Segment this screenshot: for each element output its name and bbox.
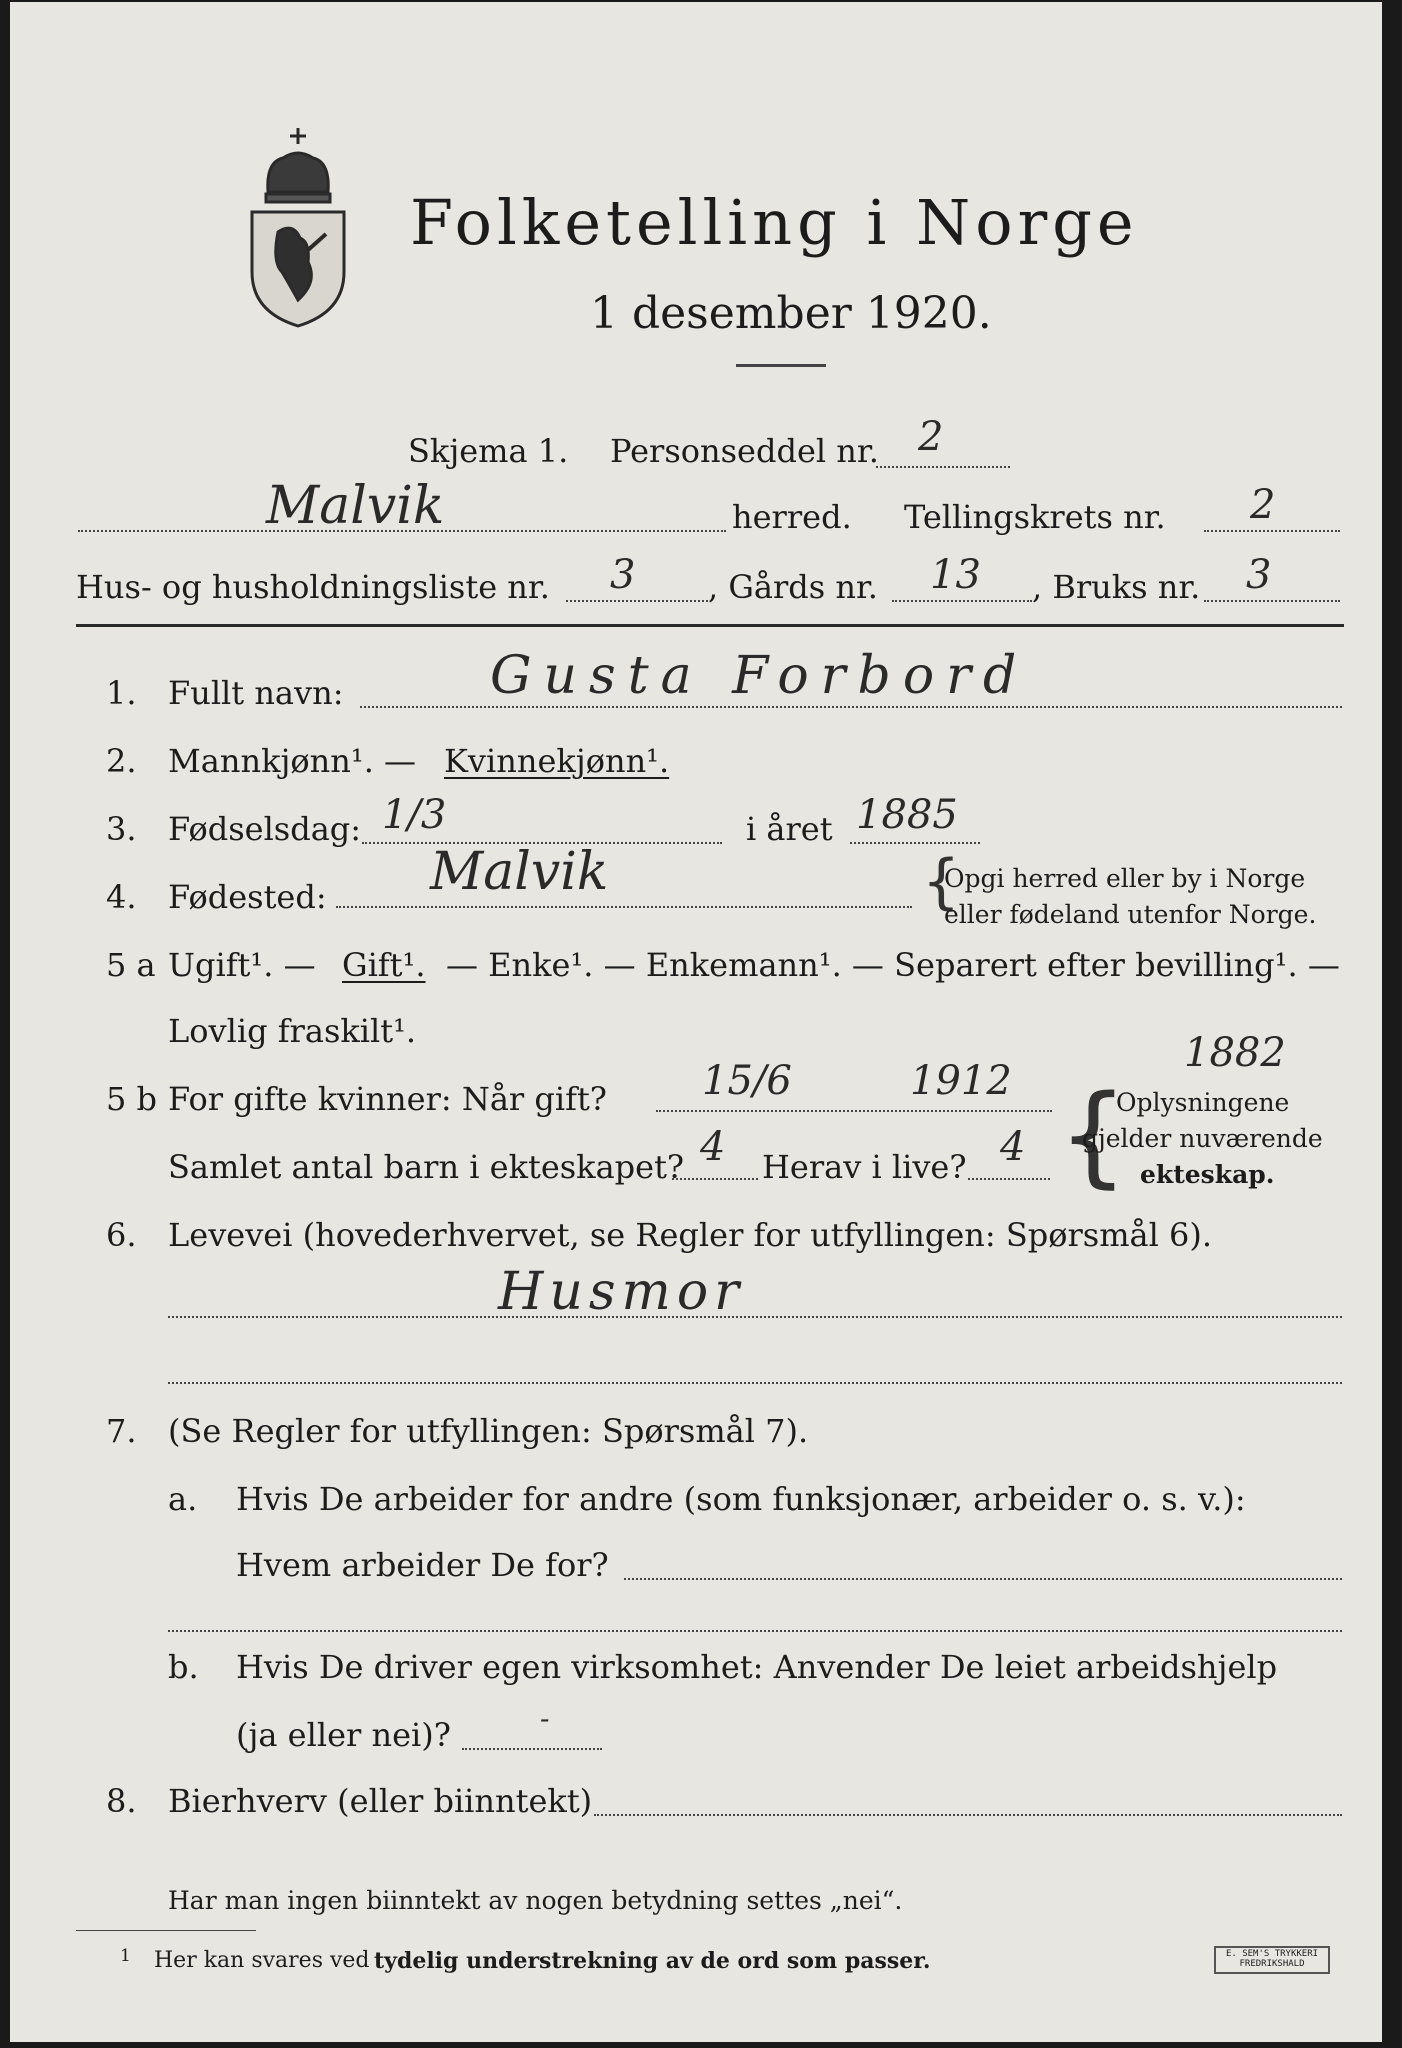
birth-year-value[interactable]: 1885 <box>856 792 958 838</box>
skjema-label: Skjema 1. <box>408 432 569 470</box>
q4-note-line2: eller fødeland utenfor Norge. <box>944 900 1317 929</box>
q5b-note-line2: gjelder nuværende <box>1082 1124 1323 1153</box>
q5b-barn-line <box>672 1178 758 1180</box>
gards-label: , Gårds nr. <box>708 568 878 606</box>
census-form-sheet <box>10 2 1382 2042</box>
q3-year-line <box>850 842 980 844</box>
q4-field-line <box>336 906 912 908</box>
children-alive-value[interactable]: 4 <box>1000 1124 1026 1170</box>
footnote-text: Her kan svares ved <box>154 1948 370 1973</box>
bruks-label: , Bruks nr. <box>1032 568 1201 606</box>
q8-field-line <box>594 1814 1342 1816</box>
footnote-divider <box>76 1930 256 1931</box>
q5a-number: 5 a <box>106 946 156 984</box>
husliste-label: Hus- og husholdningsliste nr. <box>76 568 550 606</box>
gards-field-line <box>892 600 1032 602</box>
birthplace-value[interactable]: Malvik <box>430 842 609 902</box>
q6-number: 6. <box>106 1216 137 1254</box>
q7a-line1: Hvis De arbeider for andre (som funksjonær, arbeider o. s. v.): <box>236 1480 1246 1518</box>
section-rule <box>76 624 1344 627</box>
bruks-field-line <box>1204 600 1340 602</box>
husliste-value[interactable]: 3 <box>610 552 636 598</box>
q7b-number: b. <box>168 1648 199 1686</box>
q5b-note-line3: ekteskap. <box>1140 1160 1275 1189</box>
married-day-value[interactable]: 15/6 <box>702 1058 792 1104</box>
q2-kvinne-selected[interactable]: Kvinnekjønn¹. <box>444 742 670 780</box>
q2-number: 2. <box>106 742 137 780</box>
personseddel-label: Personseddel nr. <box>610 432 879 470</box>
married-year-value[interactable]: 1912 <box>910 1058 1012 1104</box>
q6-line2 <box>168 1382 1342 1384</box>
q4-label: Fødested: <box>168 878 327 916</box>
title-divider <box>736 364 826 367</box>
gards-value[interactable]: 13 <box>930 552 981 598</box>
q7a-field-line <box>624 1578 1342 1580</box>
q5b-barn-label: Samlet antal barn i ekteskapet? <box>168 1148 685 1186</box>
q5b-gift-line <box>656 1110 1052 1112</box>
q5b-brace: { <box>1058 1071 1128 1199</box>
children-count-value[interactable]: 4 <box>700 1124 726 1170</box>
tellingskrets-value[interactable]: 2 <box>1250 482 1276 528</box>
q5a-line2: Lovlig fraskilt¹. <box>168 1012 417 1050</box>
footnote-number: 1 <box>120 1946 131 1966</box>
q3-aaret-label: i året <box>746 810 833 848</box>
q7b-value[interactable]: - <box>540 1702 550 1735</box>
q1-field-line <box>360 706 1342 708</box>
occupation-value[interactable]: Husmor <box>498 1262 745 1322</box>
q4-note-line1: Opgi herred eller by i Norge <box>944 864 1306 893</box>
q7b-line2: (ja eller nei)? <box>236 1716 451 1754</box>
personseddel-field-line <box>876 466 1010 468</box>
q1-number: 1. <box>106 674 137 712</box>
footnote-bold: tydelig understrekning av de ord som passer. <box>374 1948 931 1974</box>
q2-mann: Mannkjønn¹. — <box>168 742 417 780</box>
tellingskrets-field-line <box>1204 530 1340 532</box>
q3-label: Fødselsdag: <box>168 810 362 848</box>
q7a-line-extra <box>168 1630 1342 1632</box>
q7b-line1: Hvis De driver egen virksomhet: Anvender De leiet arbeidshjelp <box>236 1648 1278 1686</box>
husliste-field-line <box>566 600 708 602</box>
q5b-note-line1: Oplysningene <box>1116 1088 1290 1117</box>
full-name-value[interactable]: Gusta Forbord <box>490 646 1029 706</box>
q5a-rest: — Enke¹. — Enkemann¹. — Separert efter bevilling¹. — <box>446 946 1340 984</box>
tellingskrets-label: Tellingskrets nr. <box>904 498 1166 536</box>
birthday-value[interactable]: 1/3 <box>382 792 447 838</box>
coat-of-arms-icon <box>238 122 358 332</box>
q5b-number: 5 b <box>106 1080 158 1118</box>
form-title: Folketelling i Norge <box>410 186 1139 259</box>
q4-brace: { <box>922 847 961 917</box>
q5b-live-label: Herav i live? <box>762 1148 967 1186</box>
printer-stamp: E. SEM'S TRYKKERI FREDRIKSHALD <box>1214 1946 1330 1974</box>
q7-label: (Se Regler for utfyllingen: Spørsmål 7). <box>168 1412 809 1450</box>
q1-label: Fullt navn: <box>168 674 344 712</box>
herred-label: herred. <box>732 498 852 536</box>
q7a-line2: Hvem arbeider De for? <box>236 1546 609 1584</box>
q7-number: 7. <box>106 1412 137 1450</box>
q5a-gift-selected[interactable]: Gift¹. <box>342 946 426 984</box>
personseddel-value[interactable]: 2 <box>918 414 944 460</box>
q8-number: 8. <box>106 1782 137 1820</box>
q6-line1 <box>168 1316 1342 1318</box>
census-date: 1 desember 1920. <box>590 288 992 339</box>
bruks-value[interactable]: 3 <box>1246 552 1272 598</box>
q8-label: Bierhverv (eller biinntekt) <box>168 1782 593 1820</box>
q7b-field-line <box>462 1748 602 1750</box>
q3-number: 3. <box>106 810 137 848</box>
q4-number: 4. <box>106 878 137 916</box>
q5a-ugift: Ugift¹. — <box>168 946 316 984</box>
q7a-number: a. <box>168 1480 198 1518</box>
q5b-extra-year: 1882 <box>1184 1030 1286 1076</box>
q6-label: Levevei (hovederhvervet, se Regler for utfyllingen: Spørsmål 6). <box>168 1216 1213 1254</box>
q5b-live-line <box>968 1178 1050 1180</box>
footer-note: Har man ingen biinntekt av nogen betydning settes „nei“. <box>168 1886 903 1915</box>
q5b-label: For gifte kvinner: Når gift? <box>168 1080 607 1118</box>
herred-value[interactable]: Malvik <box>266 476 445 536</box>
